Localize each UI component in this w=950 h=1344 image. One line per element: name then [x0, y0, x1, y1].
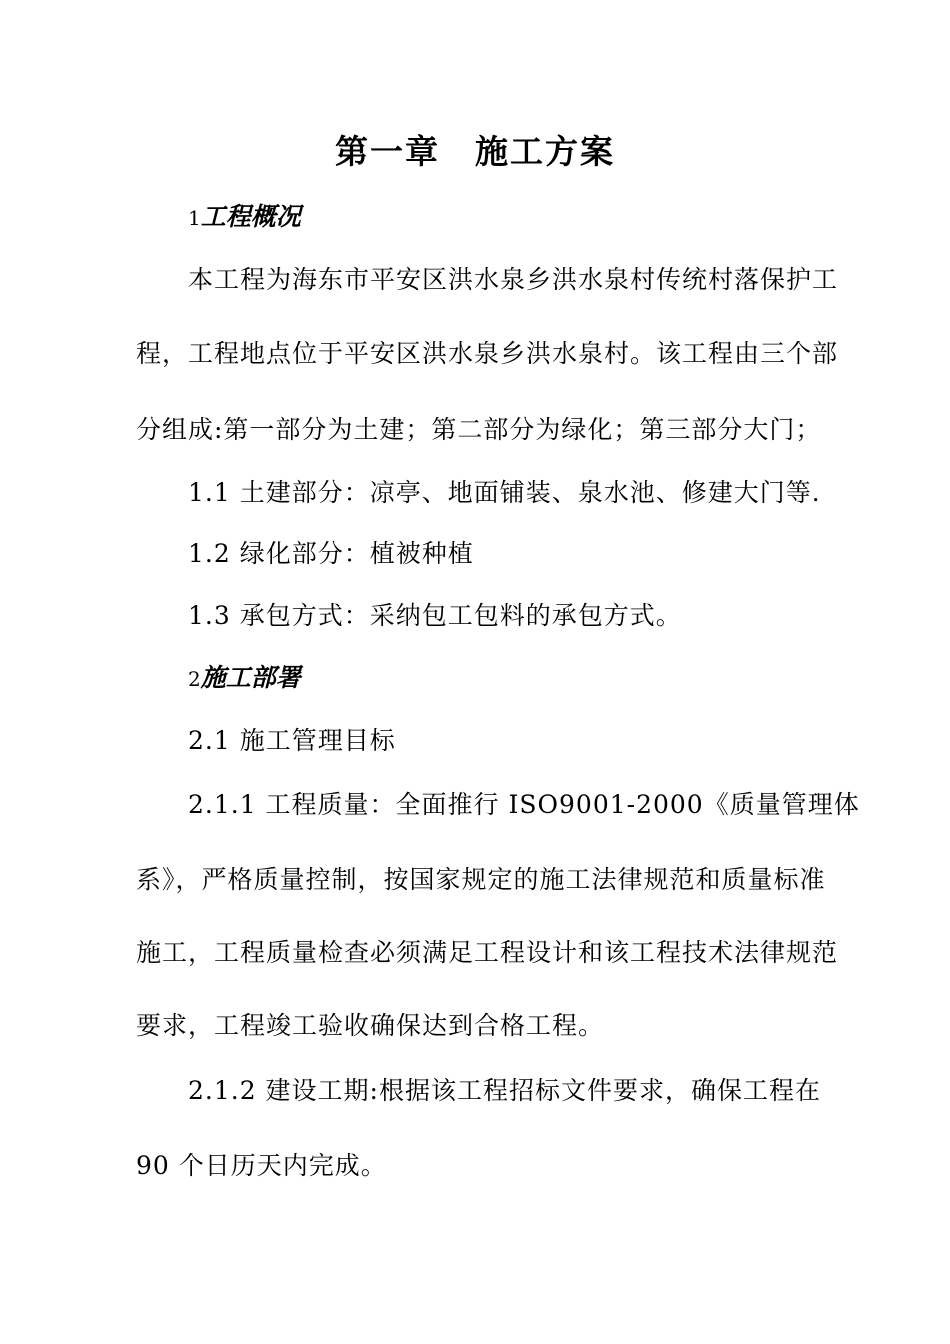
section-number: 2: [188, 667, 201, 691]
subsection-heading: 2.1 施工管理目标: [188, 726, 396, 755]
chapter-title: 第一章 施工方案: [335, 132, 615, 171]
paragraph-line: 要求，工程竣工验收确保达到合格工程。: [136, 1011, 605, 1040]
paragraph-line: 程，工程地点位于平安区洪水泉乡洪水泉村。该工程由三个部: [136, 339, 839, 368]
paragraph-line: 90 个日历天内完成。: [136, 1151, 387, 1180]
list-item: 1.1 土建部分：凉亭、地面铺装、泉水池、修建大门等.: [188, 478, 821, 507]
paragraph-line: 系》，严格质量控制，按国家规定的施工法律规范和质量标准: [136, 865, 826, 894]
section-title: 工程概况: [200, 202, 301, 231]
section-number: 1: [188, 206, 201, 230]
paragraph-line: 2.1.2 建设工期:根据该工程招标文件要求，确保工程在: [188, 1076, 821, 1105]
list-item: 1.2 绿化部分：植被种植: [188, 539, 474, 568]
section-heading-deployment: [188, 663, 301, 694]
paragraph-line: 分组成:第一部分为土建；第二部分为绿化；第三部分大门；: [136, 415, 822, 444]
paragraph-line: 本工程为海东市平安区洪水泉乡洪水泉村传统村落保护工: [188, 265, 839, 294]
paragraph-line: 2.1.1 工程质量：全面推行 ISO9001-2000《质量管理体: [188, 790, 860, 819]
list-item: 1.3 承包方式：采纳包工包料的承包方式。: [188, 601, 682, 630]
section-heading-overview: [188, 202, 301, 233]
section-title: 施工部署: [200, 663, 301, 692]
paragraph-line: 施工，工程质量检查必须满足工程设计和该工程技术法律规范: [136, 938, 839, 967]
